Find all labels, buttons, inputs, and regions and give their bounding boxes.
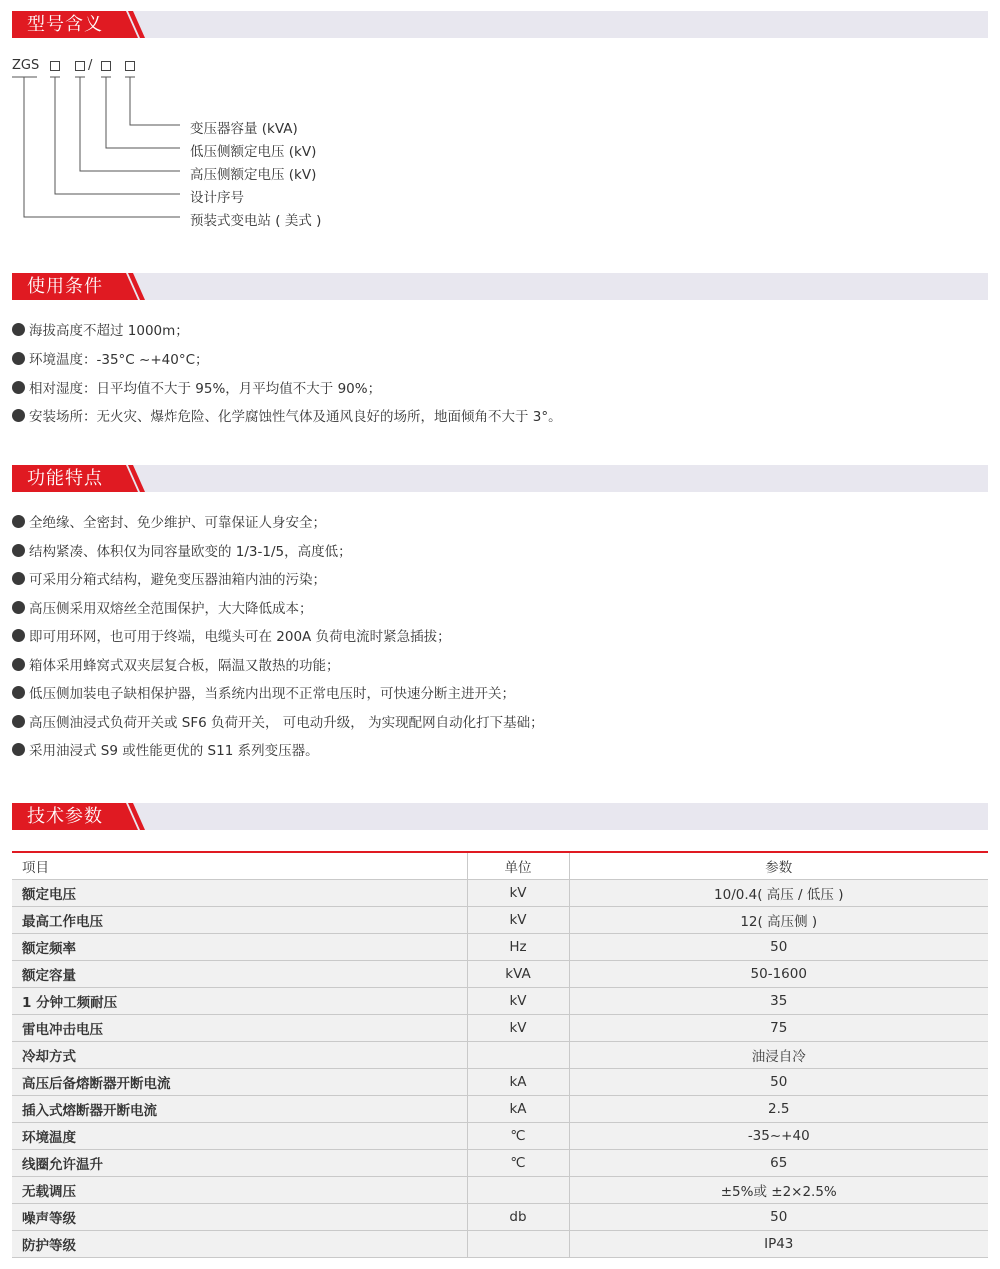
cell-item: 1 分钟工频耐压 — [12, 988, 467, 1015]
model-slash: / — [88, 58, 93, 73]
cell-value: -35~+40 — [569, 1123, 988, 1150]
feature-item: 低压侧加装电子缺相保护器，当系统内出现不正常电压时，可快速分断主进开关； — [12, 682, 515, 702]
legend-lv-voltage: 低压侧额定电压 (kV) — [190, 144, 317, 160]
bullet-dot-icon — [12, 686, 25, 699]
feature-item: 高压侧采用双熔丝全范围保护，大大降低成本； — [12, 597, 313, 617]
table-row — [12, 1042, 988, 1069]
bullet-dot-icon — [12, 743, 25, 756]
cell-value: 50 — [569, 1204, 988, 1231]
table-row — [12, 880, 988, 907]
legend-capacity: 变压器容量 (kVA) — [190, 121, 298, 137]
cell-item: 无载调压 — [12, 1177, 467, 1204]
table-header-value: 参数 — [569, 852, 988, 880]
cell-item: 噪声等级 — [12, 1204, 467, 1231]
cell-item: 额定容量 — [12, 961, 467, 988]
table-row — [12, 1015, 988, 1042]
cell-unit — [467, 1231, 569, 1258]
cell-unit: kV — [467, 880, 569, 907]
cell-unit: ℃ — [467, 1150, 569, 1177]
feature-item: 高压侧油浸式负荷开关或 SF6 负荷开关， 可电动升级， 为实现配网自动化打下基础； — [12, 711, 544, 731]
cell-item: 雷电冲击电压 — [12, 1015, 467, 1042]
cell-unit: Hz — [467, 934, 569, 961]
cell-item: 冷却方式 — [12, 1042, 467, 1069]
bullet-dot-icon — [12, 352, 25, 365]
table-row — [12, 961, 988, 988]
condition-item: 海拔高度不超过 1000m； — [12, 319, 189, 339]
feature-item: 即可用环网，也可用于终端，电缆头可在 200A 负荷电流时紧急插拔； — [12, 625, 451, 645]
cell-item: 最高工作电压 — [12, 907, 467, 934]
bullet-dot-icon — [12, 629, 25, 642]
cell-unit: kVA — [467, 961, 569, 988]
section-title-params: 技术参数 — [12, 803, 118, 830]
cell-unit: ℃ — [467, 1123, 569, 1150]
cell-unit: db — [467, 1204, 569, 1231]
cell-value: IP43 — [569, 1231, 988, 1258]
table-row — [12, 907, 988, 934]
table-row — [12, 934, 988, 961]
bullet-dot-icon — [12, 715, 25, 728]
table-row — [12, 1123, 988, 1150]
bullet-dot-icon — [12, 515, 25, 528]
table-row — [12, 1204, 988, 1231]
legend-hv-voltage: 高压侧额定电压 (kV) — [190, 167, 317, 183]
table-row — [12, 1150, 988, 1177]
legend-design-no: 设计序号 — [190, 190, 244, 206]
section-title-model: 型号含义 — [12, 11, 118, 38]
legend-substation-type: 预装式变电站 ( 美式 ) — [190, 213, 322, 229]
section-title-features: 功能特点 — [12, 465, 118, 492]
table-row — [12, 1177, 988, 1204]
table-row — [12, 1231, 988, 1258]
cell-value: 75 — [569, 1015, 988, 1042]
section-slash-decoration — [116, 803, 146, 830]
cell-unit: kV — [467, 1015, 569, 1042]
condition-item: 环境温度：-35°C ~+40°C； — [12, 348, 209, 368]
table-header-item: 项目 — [12, 852, 467, 880]
cell-value: 50 — [569, 1069, 988, 1096]
bullet-dot-icon — [12, 409, 25, 422]
table-row — [12, 988, 988, 1015]
section-slash-decoration — [116, 273, 146, 300]
model-code: ZGS — [12, 58, 40, 73]
model-connector-lines — [0, 0, 1000, 240]
cell-unit — [467, 1042, 569, 1069]
feature-item: 可采用分箱式结构，避免变压器油箱内油的污染； — [12, 568, 326, 588]
cell-unit: kV — [467, 907, 569, 934]
cell-value: ±5%或 ±2×2.5% — [569, 1177, 988, 1204]
spec-table — [12, 851, 988, 1258]
cell-item: 线圈允许温升 — [12, 1150, 467, 1177]
cell-value: 50-1600 — [569, 961, 988, 988]
cell-item: 额定频率 — [12, 934, 467, 961]
cell-unit: kV — [467, 988, 569, 1015]
feature-item: 采用油浸式 S9 或性能更优的 S11 系列变压器。 — [12, 739, 319, 759]
cell-item: 防护等级 — [12, 1231, 467, 1258]
cell-value: 50 — [569, 934, 988, 961]
table-row — [12, 1096, 988, 1123]
bullet-dot-icon — [12, 381, 25, 394]
cell-value: 10/0.4( 高压 / 低压 ) — [569, 880, 988, 907]
table-row — [12, 1069, 988, 1096]
cell-value: 12( 高压侧 ) — [569, 907, 988, 934]
feature-item: 结构紧凑、体积仅为同容量欧变的 1/3-1/5，高度低； — [12, 540, 352, 560]
cell-item: 插入式熔断器开断电流 — [12, 1096, 467, 1123]
bullet-dot-icon — [12, 323, 25, 336]
bullet-dot-icon — [12, 601, 25, 614]
cell-value: 2.5 — [569, 1096, 988, 1123]
cell-unit: kA — [467, 1096, 569, 1123]
section-header-features — [12, 465, 988, 492]
feature-item: 箱体采用蜂窝式双夹层复合板，隔温又散热的功能； — [12, 654, 340, 674]
section-slash-decoration — [116, 465, 146, 492]
section-header-params — [12, 803, 988, 830]
cell-item: 高压后备熔断器开断电流 — [12, 1069, 467, 1096]
cell-value: 65 — [569, 1150, 988, 1177]
cell-item: 额定电压 — [12, 880, 467, 907]
cell-value: 35 — [569, 988, 988, 1015]
cell-value: 油浸自冷 — [569, 1042, 988, 1069]
feature-item: 全绝缘、全密封、免少维护、可靠保证人身安全； — [12, 511, 326, 531]
cell-item: 环境温度 — [12, 1123, 467, 1150]
bullet-dot-icon — [12, 658, 25, 671]
condition-item: 安装场所：无火灾、爆炸危险、化学腐蚀性气体及通风良好的场所，地面倾角不大于 3°。 — [12, 405, 562, 425]
bullet-dot-icon — [12, 544, 25, 557]
condition-item: 相对湿度：日平均值不大于 95%，月平均值不大于 90%； — [12, 377, 381, 397]
section-title-conditions: 使用条件 — [12, 273, 118, 300]
cell-unit — [467, 1177, 569, 1204]
cell-unit: kA — [467, 1069, 569, 1096]
bullet-dot-icon — [12, 572, 25, 585]
table-header-unit: 单位 — [467, 852, 569, 880]
section-header-conditions — [12, 273, 988, 300]
table-header-row — [12, 852, 988, 880]
